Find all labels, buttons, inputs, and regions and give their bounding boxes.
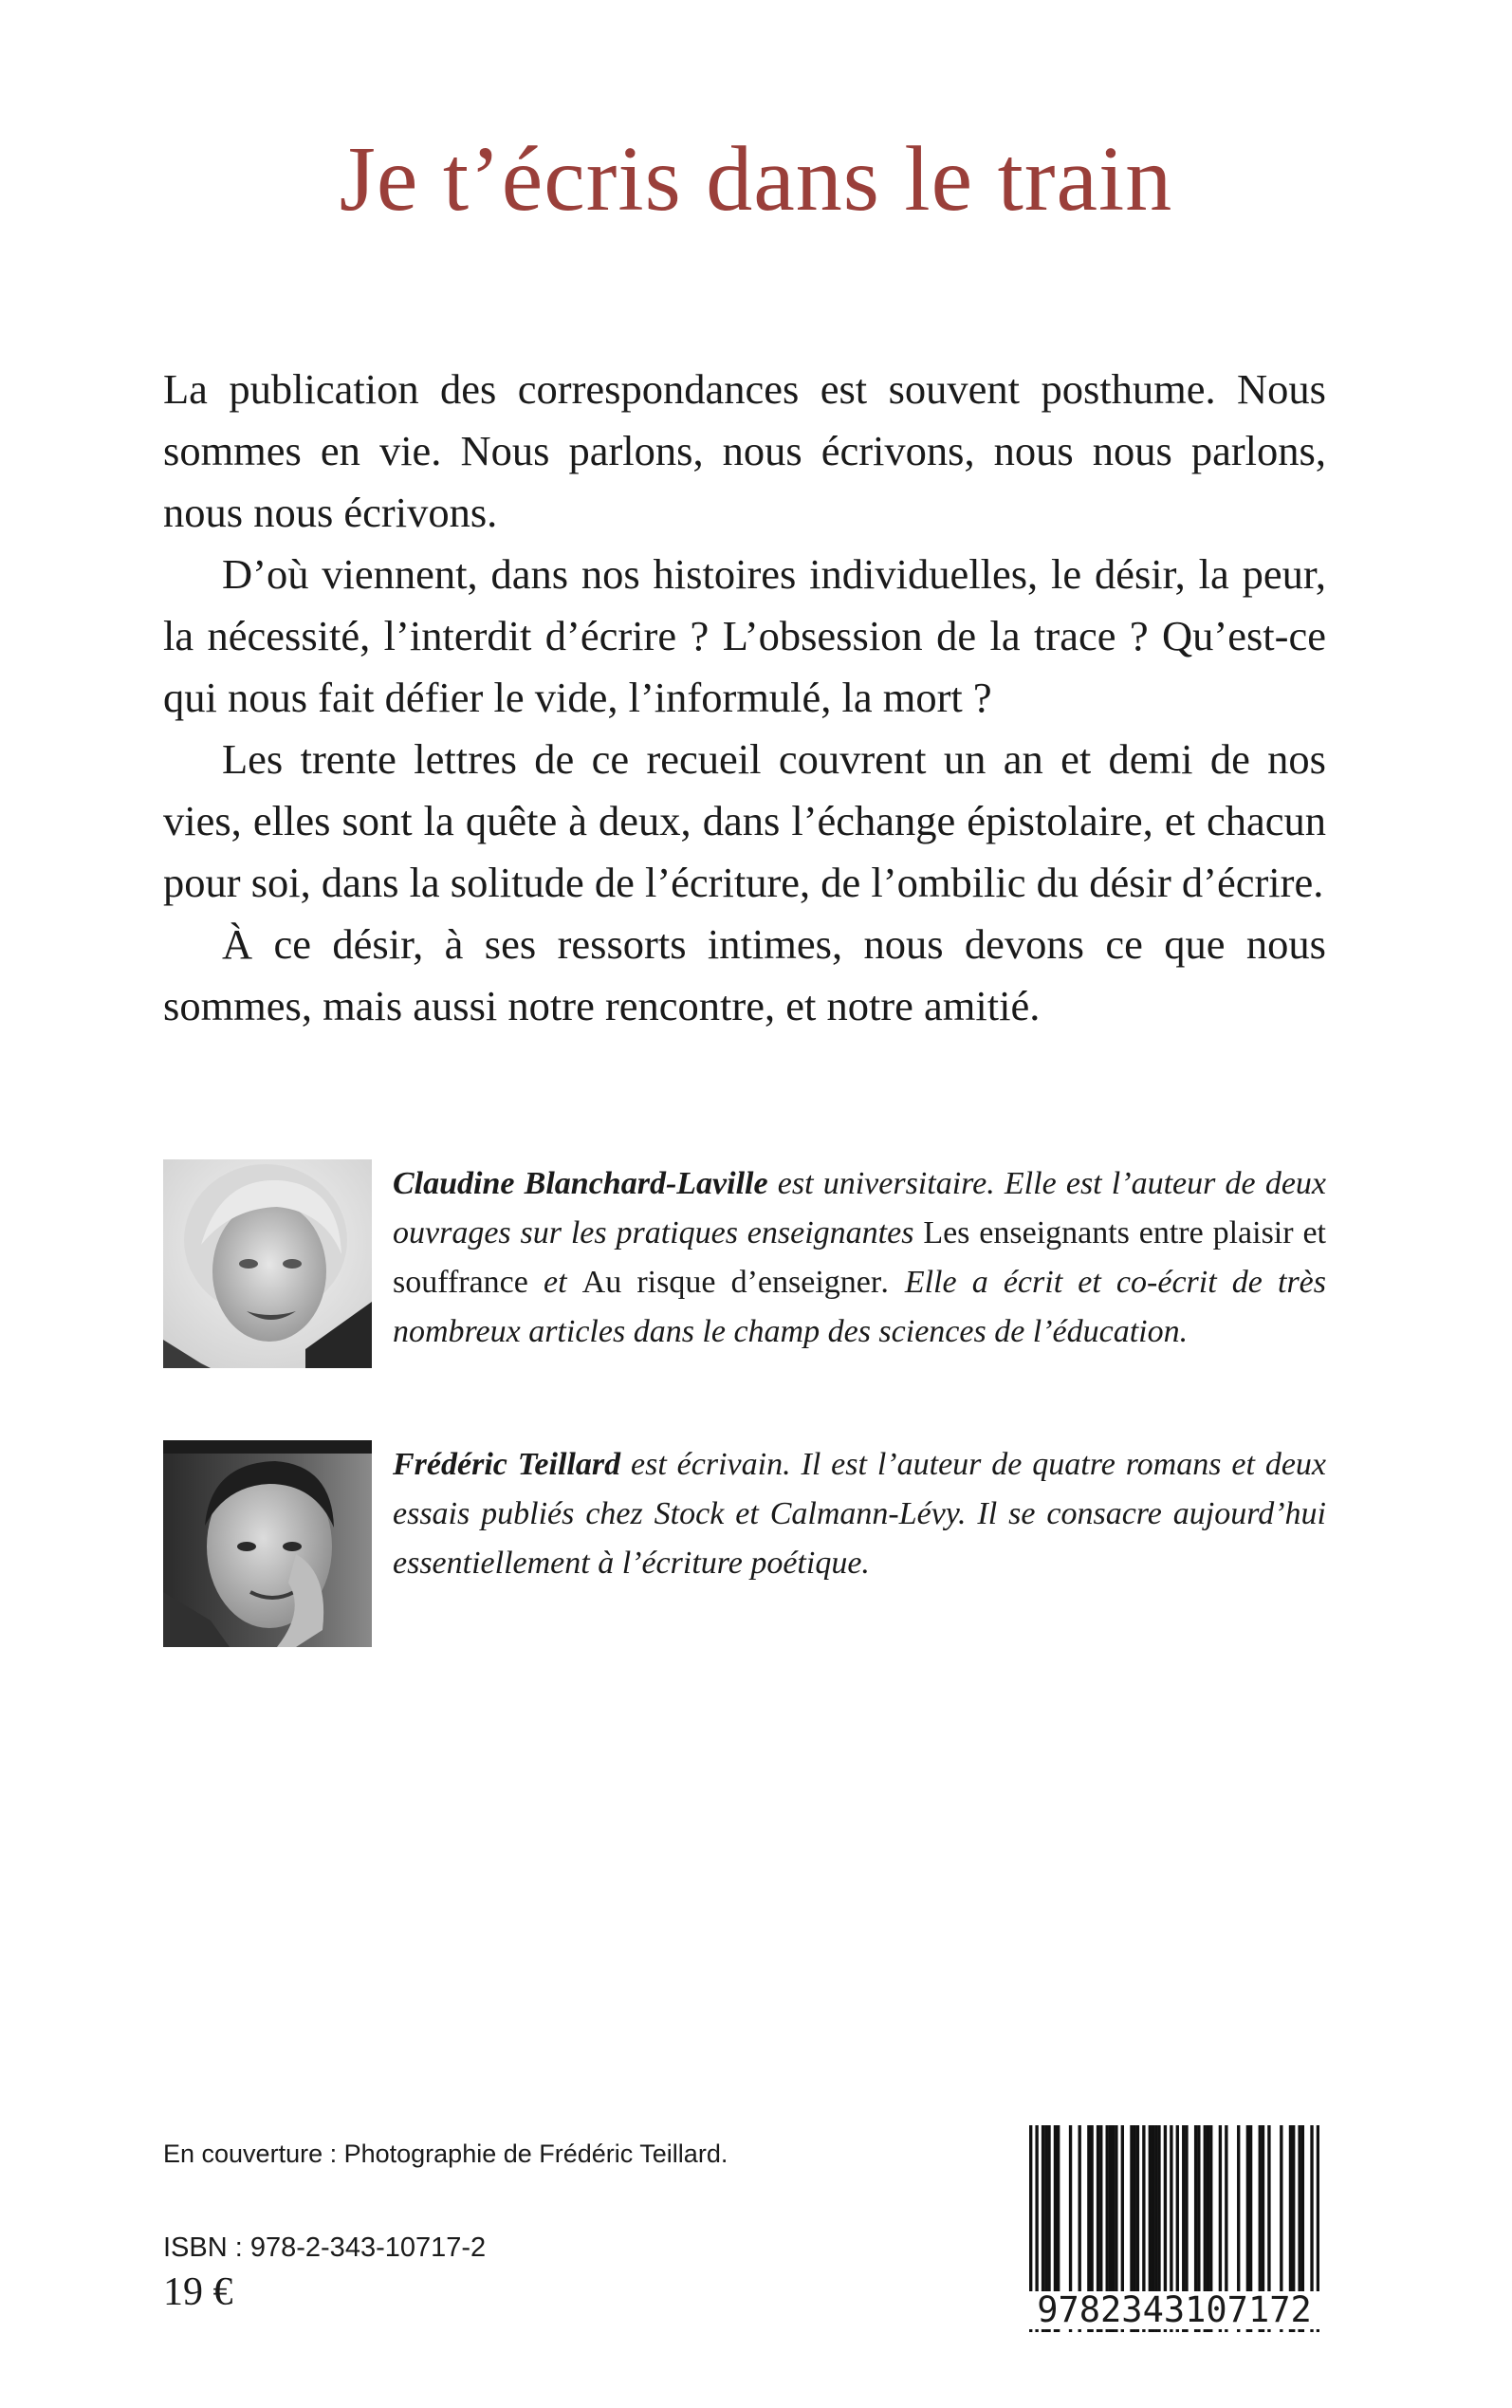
book-title: Je t’écris dans le train xyxy=(339,128,1173,231)
isbn: ISBN : 978-2-343-10717-2 xyxy=(163,2232,487,2263)
barcode-digits: 9782343107172 xyxy=(1029,2291,1319,2329)
author-name-frederic: Frédéric Teillard xyxy=(393,1447,621,1482)
blurb-paragraph-1: La publication des correspondances est souvent posthume. Nous sommes en vie. Nous parlons, nous écrivons, nous nous parlons, nous nous écrivons. xyxy=(163,365,1326,536)
author-bio-2 xyxy=(163,1440,1326,1649)
blurb-paragraph-3: Les trente lettres de ce recueil couvrent un an et demi de nos vies, elles sont la quête à deux, dans l’échange épistolaire, et chacun pour soi, dans la solitude de l’écriture, de l’ombilic du désir d’écrire. xyxy=(163,735,1326,906)
author-bio-1 xyxy=(163,1159,1326,1370)
back-cover-blurb xyxy=(163,359,1326,1037)
author-bio-text-1: Claudine Blanchard-Laville est universitaire. Elle est l’auteur de deux ouvrages sur les pratiques enseignantes Les enseignants entre plaisir et souffrance et Au risque d’enseigner. Elle a écrit et co-écrit de très nombreux articles dans le champ des sciences de l’éducation. xyxy=(393,1166,1327,1349)
author-photo-claudine xyxy=(163,1159,372,1368)
author-bio-text-2: Frédéric Teillard est écrivain. Il est l’auteur de quatre romans et deux essais publiés chez Stock et Calmann-Lévy. Il se consacre aujourd’hui essentiellement à l’écriture poétique. xyxy=(393,1447,1327,1581)
book-title-2: Au risque d’enseigner xyxy=(581,1265,882,1300)
cover-photo-credit: En couverture : Photographie de Frédéric Teillard. xyxy=(163,2139,728,2168)
blurb-paragraph-4: À ce désir, à ses ressorts intimes, nous devons ce que nous sommes, mais aussi notre rencontre, et notre amitié. xyxy=(163,920,1326,1029)
price: 19 € xyxy=(163,2270,233,2314)
blurb-paragraph-2: D’où viennent, dans nos histoires individuelles, le désir, la peur, la nécessité, l’interdit d’écrire ? L’obsession de la trace ? Qu’est-ce qui nous fait défier le vide, l’informulé, la mort ? xyxy=(163,550,1326,721)
author-photo-frederic xyxy=(163,1440,372,1647)
book-title-1: Les enseignants entre plaisir et souffrance xyxy=(393,1215,1326,1300)
barcode xyxy=(1029,2125,1319,2332)
author-name-claudine: Claudine Blanchard-Laville xyxy=(393,1166,768,1201)
